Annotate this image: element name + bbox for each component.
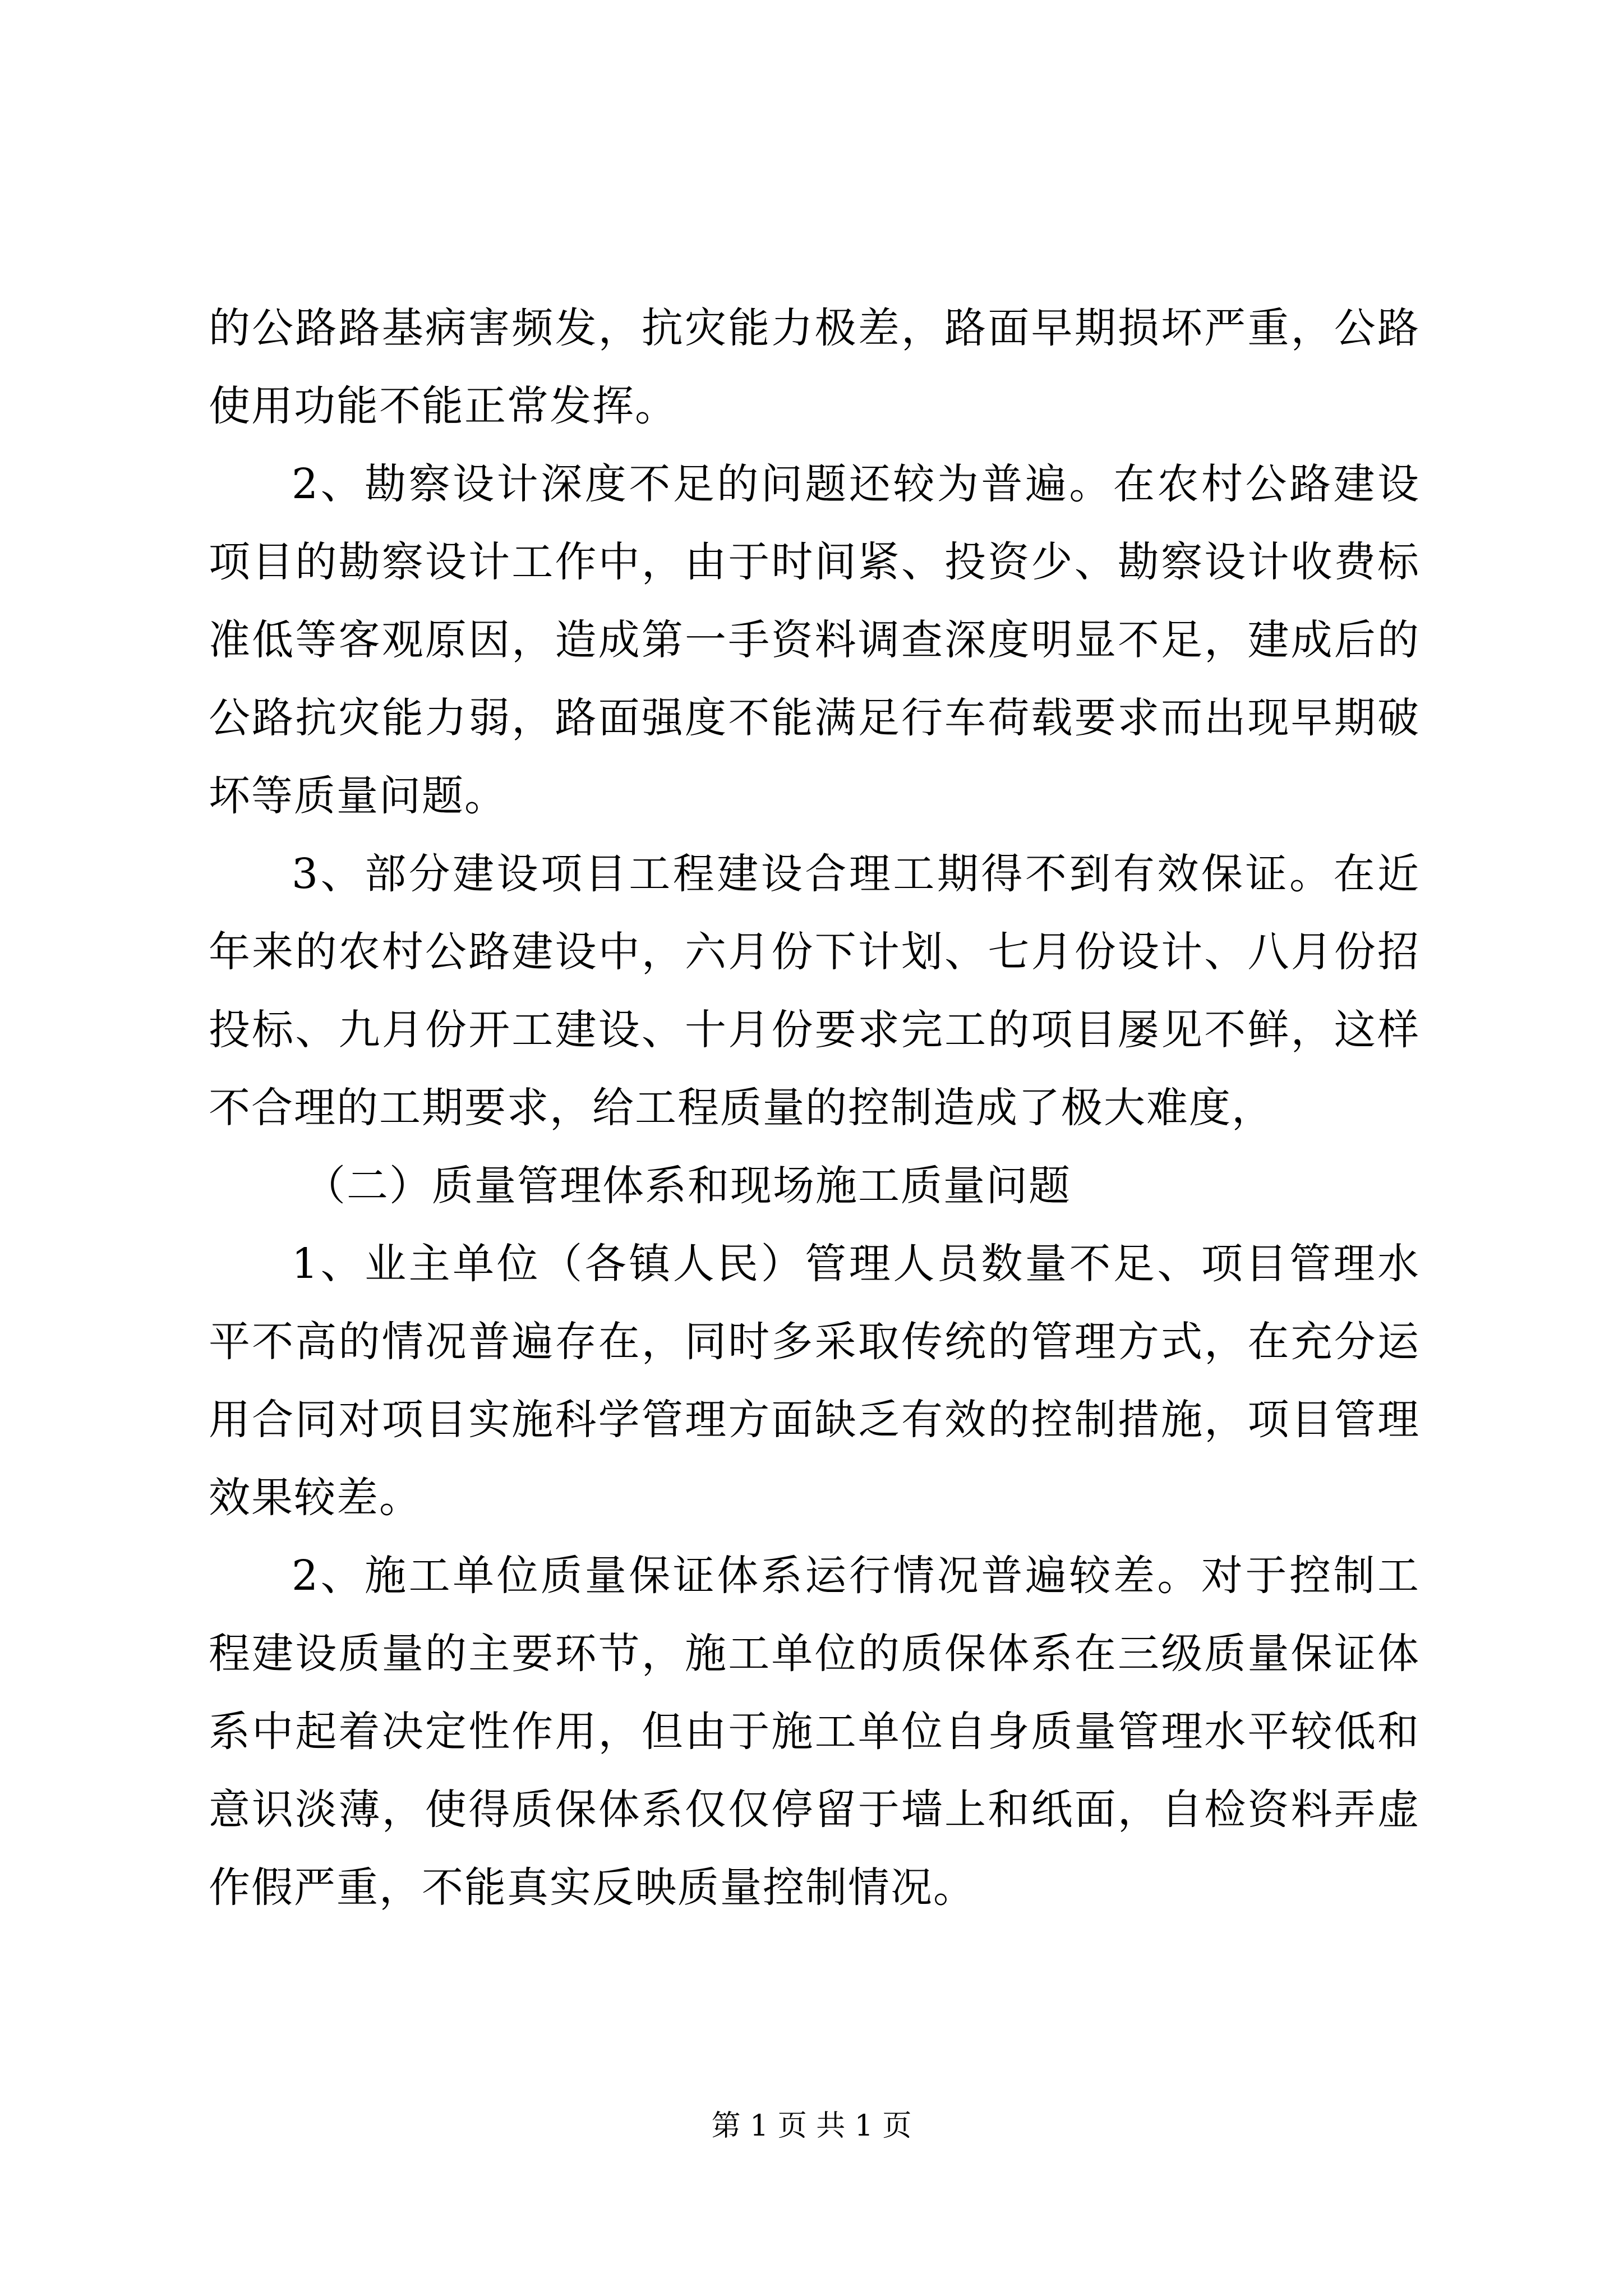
paragraph-item-2-survey-design: 2、勘察设计深度不足的问题还较为普遍。在农村公路建设项目的勘察设计工作中，由于时间紧、投资少、勘察设计收费标准低等客观原因，造成第一手资料调查深度明显不足，建成后的公路抗灾能力弱，路面强度不能满足行车荷载要求而出现早期破坏等质量问题。 [209, 460, 1420, 820]
section-heading: （二）质量管理体系和现场施工质量问题 [304, 1162, 1071, 1210]
document-body [209, 289, 1420, 1927]
paragraph-item-1-owner-management: 1、业主单位（各镇人民）管理人员数量不足、项目管理水平不高的情况普遍存在，同时多采取传统的管理方式，在充分运用合同对项目实施科学管理方面缺乏有效的控制措施，项目管理效果较差。 [209, 1240, 1420, 1522]
paragraph-continuation: 的公路路基病害频发，抗灾能力极差，路面早期损坏严重，公路使用功能不能正常发挥。 [209, 304, 1420, 430]
page-footer: 第 1 页 共 1 页 [711, 2109, 912, 2143]
paragraph-item-3-construction-period: 3、部分建设项目工程建设合理工期得不到有效保证。在近年来的农村公路建设中，六月份下计划、七月份设计、八月份招投标、九月份开工建设、十月份要求完工的项目屡见不鲜，这样不合理的工期要求，给工程质量的控制造成了极大难度， [209, 850, 1420, 1132]
paragraph-item-2-quality-assurance: 2、施工单位质量保证体系运行情况普遍较差。对于控制工程建设质量的主要环节，施工单位的质保体系在三级质量保证体系中起着决定性作用，但由于施工单位自身质量管理水平较低和意识淡薄，使得质保体系仅仅停留于墙上和纸面，自检资料弄虚作假严重，不能真实反映质量控制情况。 [209, 1552, 1420, 1912]
